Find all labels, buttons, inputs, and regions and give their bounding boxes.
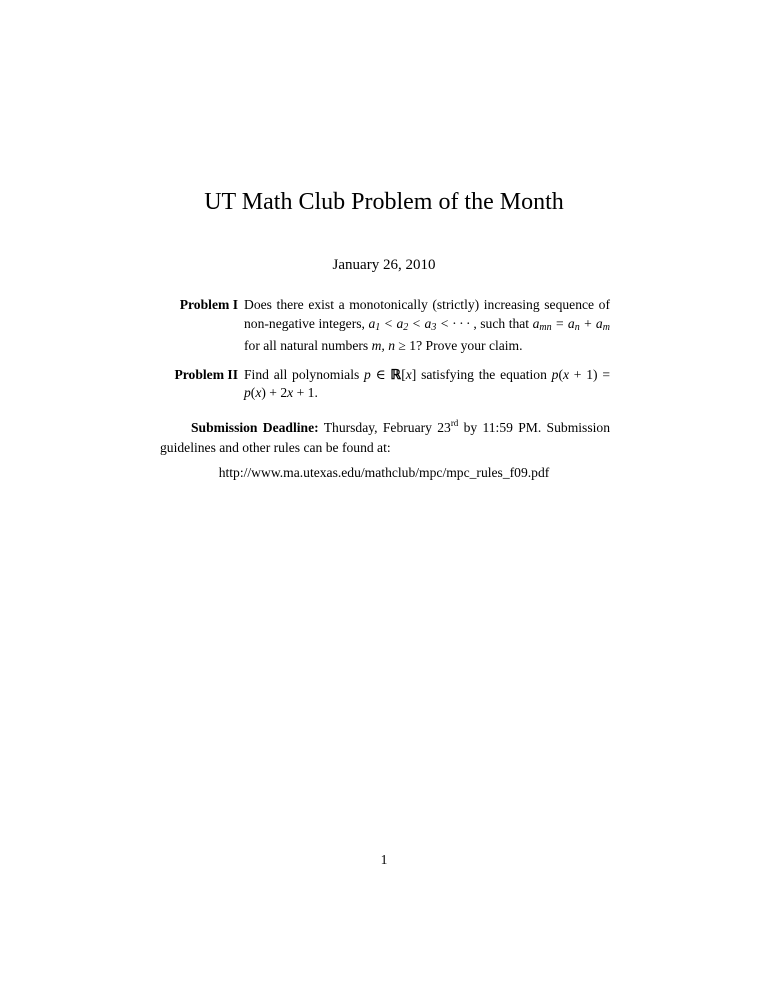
problem-2-text-b: satisfying the equation [416, 366, 552, 382]
problem-2-member: p ∈ ℝ[x] [364, 366, 417, 382]
problem-2 [130, 366, 610, 403]
deadline-label: Submission Deadline: [191, 420, 319, 435]
problem-1-label: Problem I [179, 297, 238, 312]
problem-1-text-d: ? Prove your claim. [416, 338, 523, 353]
page-number: 1 [380, 852, 388, 867]
problem-1-text-b: , such that [473, 315, 533, 331]
rules-url[interactable]: http://www.ma.utexas.edu/mathclub/mpc/mpc_rules_f09.pdf [218, 465, 550, 480]
problem-2-text [244, 366, 610, 403]
problem-1-text-c: for all natural numbers [244, 338, 372, 353]
page-title: UT Math Club Problem of the Month [204, 189, 564, 215]
document-date: January 26, 2010 [332, 257, 436, 273]
problem-1-text: Does there exist a monotonically (strictly) increasing sequence of non-negative integers, $a_1 < a_2 < a_3$ < · · · , such that $a_{mn} = a_n + a_m$ for all natural numbers m, n ≥ 1? Prove your claim. [244, 297, 610, 353]
deadline-text: by 11:59 PM. Submission guidelines and other rules can be found at: [160, 420, 610, 455]
problem-1 [130, 296, 610, 356]
problem-1-text-a: Does there exist a monotonically (strictly) increasing sequence of non-negative integers, [244, 297, 610, 331]
problem-1-sequence: $a_1 < a_2 < a_3$ < · · · [368, 315, 474, 333]
submission-deadline [160, 413, 610, 458]
problem-1-range: m, n [371, 338, 396, 353]
problem-2-equation: p(x + 1) = p(x) + 2x + 1 [244, 366, 610, 400]
deadline-date: Thursday, February 23 [323, 420, 451, 435]
problem-2-text-c: . [314, 385, 318, 400]
problem-2-label: Problem II [174, 366, 238, 382]
problem-list [130, 296, 610, 413]
problem-2-text-a: Find all polynomials [244, 366, 365, 382]
problem-1-condition: $a_{mn} = a_n + a_m$ [532, 315, 610, 333]
deadline-superscript: rd [450, 418, 459, 428]
